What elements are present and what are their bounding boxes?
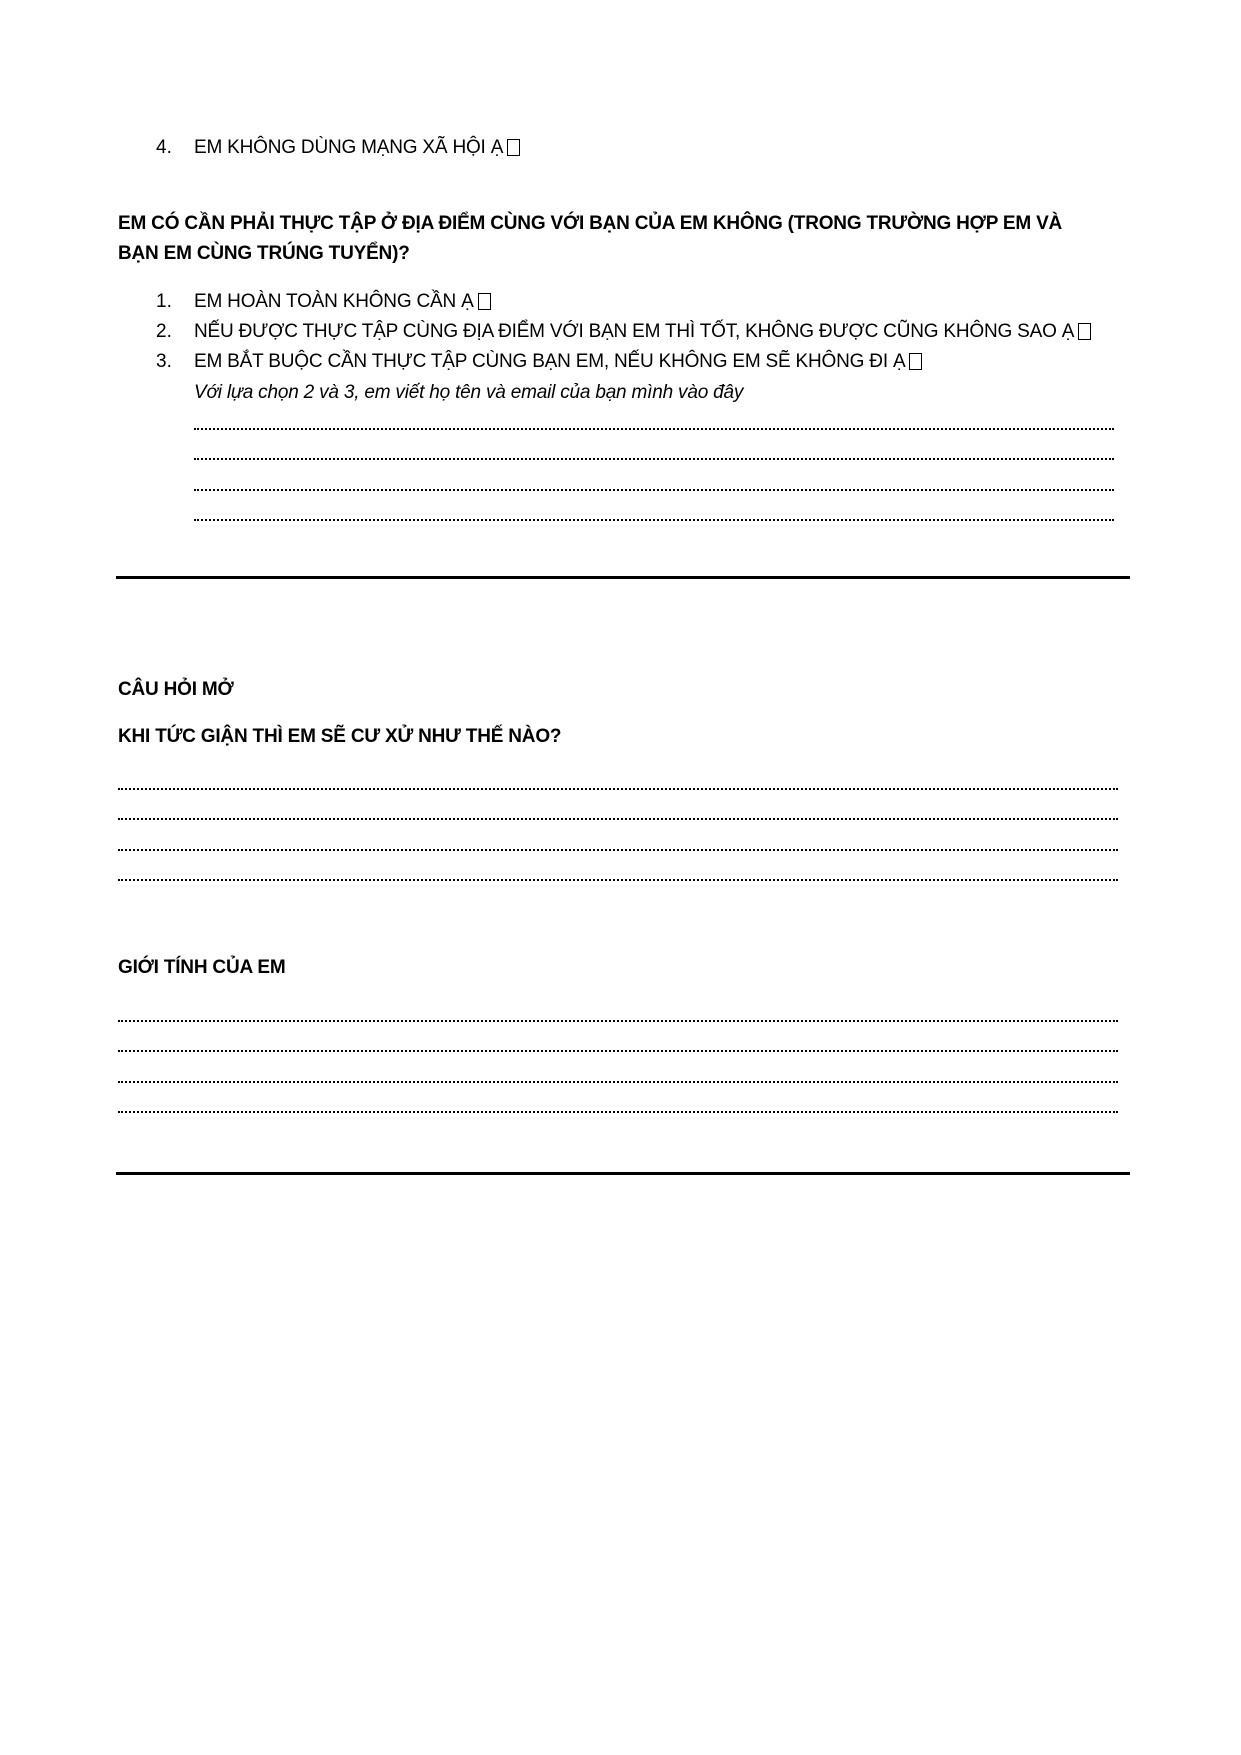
option-number: 2. <box>156 321 172 342</box>
section-divider <box>116 576 1130 579</box>
question-heading-line2: BẠN EM CÙNG TRÚNG TUYỂN)? <box>118 243 410 264</box>
section-heading: CÂU HỎI MỞ <box>118 679 234 700</box>
answer-line[interactable] <box>118 1048 1118 1052</box>
option-number: 1. <box>156 291 172 312</box>
option-label: EM KHÔNG DÙNG MẠNG XÃ HỘI Ạ <box>194 136 520 160</box>
section-divider <box>116 1172 1130 1175</box>
checkbox[interactable] <box>507 139 520 156</box>
answer-line[interactable] <box>118 877 1118 881</box>
checkbox[interactable] <box>1078 323 1091 340</box>
answer-line[interactable] <box>118 1018 1118 1022</box>
answer-line[interactable] <box>194 517 1114 521</box>
question-heading-line1: EM CÓ CẦN PHẢI THỰC TẬP Ở ĐỊA ĐIỂM CÙNG VỚI BẠN CỦA EM KHÔNG (TRONG TRƯỜNG HỢP EM VÀ <box>118 213 1063 234</box>
option-number: 4. <box>156 137 172 158</box>
answer-line[interactable] <box>194 456 1114 460</box>
answer-line[interactable] <box>118 1079 1118 1083</box>
answer-line[interactable] <box>194 426 1114 430</box>
instruction-note: Với lựa chọn 2 và 3, em viết họ tên và email của bạn mình vào đây <box>194 382 744 403</box>
checkbox[interactable] <box>909 353 922 370</box>
option-label: EM HOÀN TOÀN KHÔNG CẦN Ạ <box>194 290 491 314</box>
question-heading: KHI TỨC GIẬN THÌ EM SẼ CƯ XỬ NHƯ THẾ NÀO? <box>118 726 562 747</box>
answer-line[interactable] <box>118 786 1118 790</box>
section-heading: GIỚI TÍNH CỦA EM <box>118 957 286 978</box>
answer-line[interactable] <box>194 487 1114 491</box>
checkbox[interactable] <box>478 293 491 310</box>
answer-line[interactable] <box>118 1109 1118 1113</box>
option-label: EM BẮT BUỘC CẦN THỰC TẬP CÙNG BẠN EM, NẾU KHÔNG EM SẼ KHÔNG ĐI Ạ <box>194 350 922 374</box>
option-label: NẾU ĐƯỢC THỰC TẬP CÙNG ĐỊA ĐIỂM VỚI BẠN EM THÌ TỐT, KHÔNG ĐƯỢC CŨNG KHÔNG SAO Ạ <box>194 320 1091 344</box>
option-number: 3. <box>156 351 172 372</box>
answer-line[interactable] <box>118 816 1118 820</box>
answer-line[interactable] <box>118 847 1118 851</box>
